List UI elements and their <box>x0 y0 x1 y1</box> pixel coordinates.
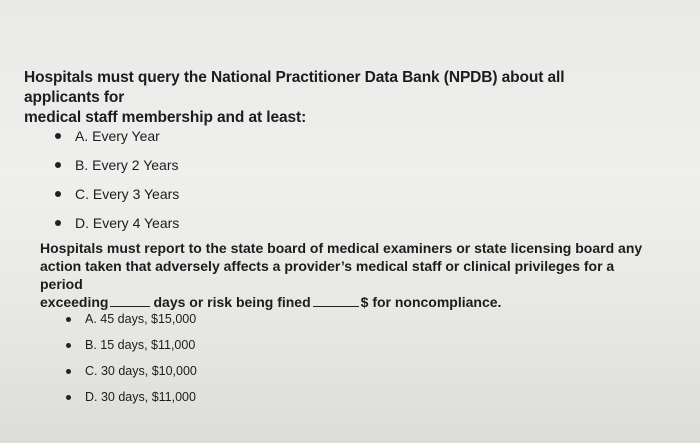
fill-in-blank-fine <box>313 295 359 307</box>
option-list-item <box>55 121 179 150</box>
option-list-item <box>66 306 197 332</box>
option-label: C. Every 3 Years <box>75 185 180 202</box>
option-list-item <box>66 384 197 410</box>
bullet-icon <box>55 191 61 197</box>
bullet-icon <box>55 133 61 139</box>
question-2-text <box>40 239 650 311</box>
option-list-item <box>66 332 197 358</box>
option-label: B. 15 days, $11,000 <box>85 338 196 352</box>
bullet-icon <box>66 317 71 322</box>
question-2-options <box>66 306 197 410</box>
option-label: B. Every 2 Years <box>75 156 179 173</box>
option-label: D. 30 days, $11,000 <box>85 390 196 404</box>
bullet-icon <box>55 162 61 168</box>
bullet-icon <box>66 395 71 400</box>
question-2-line-3-part-a: exceeding <box>40 294 109 310</box>
option-list-item <box>55 179 179 208</box>
option-label: A. Every Year <box>75 127 160 144</box>
question-1-line-1: Hospitals must query the National Practitioner Data Bank (NPDB) about all applicants for <box>24 69 565 106</box>
question-2-line-3-part-c: $ for noncompliance. <box>360 294 502 310</box>
bullet-icon <box>55 220 61 226</box>
question-2-line-1: Hospitals must report to the state board of medical examiners or state licensing board any <box>40 240 643 256</box>
question-2-line-2: action taken that adversely affects a provider’s medical staff or clinical privileges for a period <box>40 258 615 292</box>
bullet-icon <box>66 369 71 374</box>
option-label: C. 30 days, $10,000 <box>85 364 197 378</box>
option-label: D. Every 4 Years <box>75 214 180 231</box>
question-1-text <box>24 68 644 128</box>
question-2-line-3-part-b: days or risk being fined <box>153 294 311 310</box>
question-1-options <box>55 121 179 237</box>
option-label: A. 45 days, $15,000 <box>85 312 197 326</box>
option-list-item <box>66 358 197 384</box>
question-1-line-2: medical staff membership and at least: <box>24 109 307 126</box>
option-list-item <box>55 150 179 179</box>
bullet-icon <box>66 343 71 348</box>
option-list-item <box>55 208 179 237</box>
